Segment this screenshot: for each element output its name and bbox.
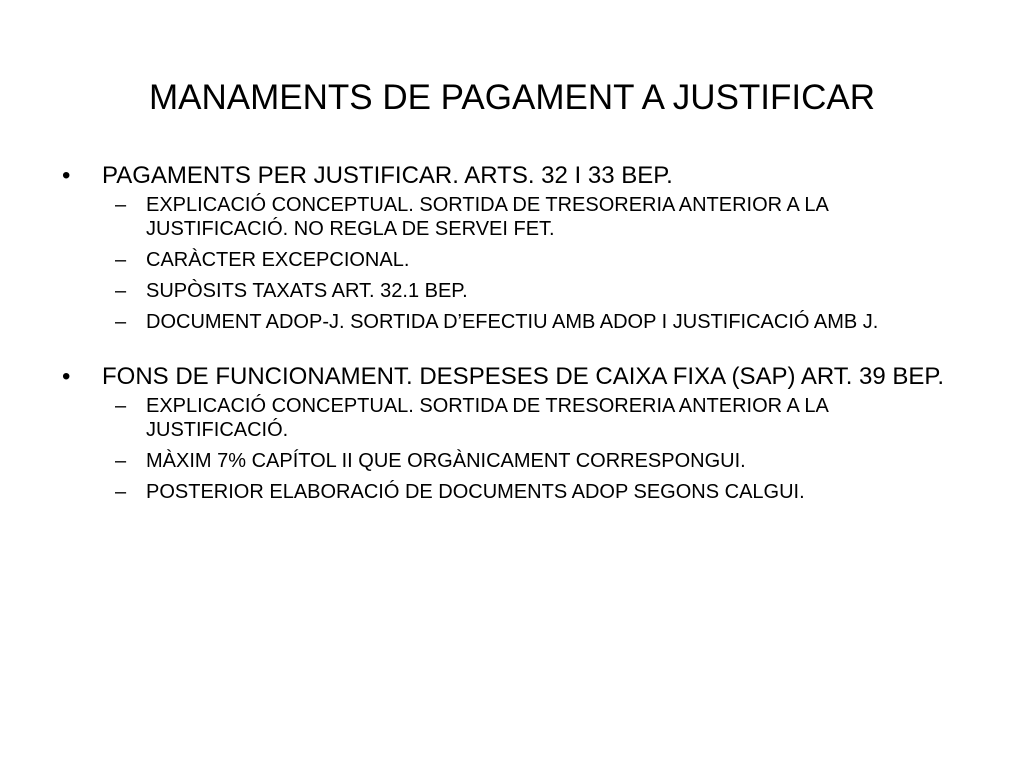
dash-marker: – [115,450,127,472]
bullet-text: PAGAMENTS PER JUSTIFICAR. ARTS. 32 I 33 BEP. [102,162,673,189]
bullet-text: FONS DE FUNCIONAMENT. DESPESES DE CAIXA FIXA (SAP) ART. 39 BEP. [102,363,945,390]
dash-marker: – [115,481,127,503]
sub-item [102,480,962,504]
sub-item-text: EXPLICACIÓ CONCEPTUAL. SORTIDA DE TRESORERIA ANTERIOR A LA JUSTIFICACIÓ. [146,395,828,441]
sub-item [102,248,962,272]
sub-item [102,193,962,241]
bullet-marker: • [62,162,71,189]
sub-item [102,310,962,334]
slide-content [62,162,962,511]
slide-title: MANAMENTS DE PAGAMENT A JUSTIFICAR [148,78,876,117]
sub-item-text: CARÀCTER EXCEPCIONAL. [146,249,410,271]
dash-marker: – [115,194,127,216]
dash-marker: – [115,311,127,333]
sub-item [102,449,962,473]
dash-marker: – [115,249,127,271]
sub-item-text: MÀXIM 7% CAPÍTOL II QUE ORGÀNICAMENT CORRESPONGUI. [146,450,746,472]
sub-item-text: EXPLICACIÓ CONCEPTUAL. SORTIDA DE TRESORERIA ANTERIOR A LA JUSTIFICACIÓ. NO REGLA DE SERVEI FET. [146,194,828,240]
bullet-marker: • [62,363,71,390]
sub-item [102,394,962,442]
sub-list [102,394,962,504]
sub-item [102,279,962,303]
dash-marker: – [115,395,127,417]
sub-item-text: POSTERIOR ELABORACIÓ DE DOCUMENTS ADOP SEGONS CALGUI. [146,481,805,503]
bullet-item [62,363,962,504]
dash-marker: – [115,280,127,302]
sub-item-text: SUPÒSITS TAXATS ART. 32.1 BEP. [146,280,468,302]
sub-item-text: DOCUMENT ADOP-J. SORTIDA D’EFECTIU AMB ADOP I JUSTIFICACIÓ AMB J. [146,311,879,333]
sub-list [102,193,962,334]
bullet-item [62,162,962,334]
